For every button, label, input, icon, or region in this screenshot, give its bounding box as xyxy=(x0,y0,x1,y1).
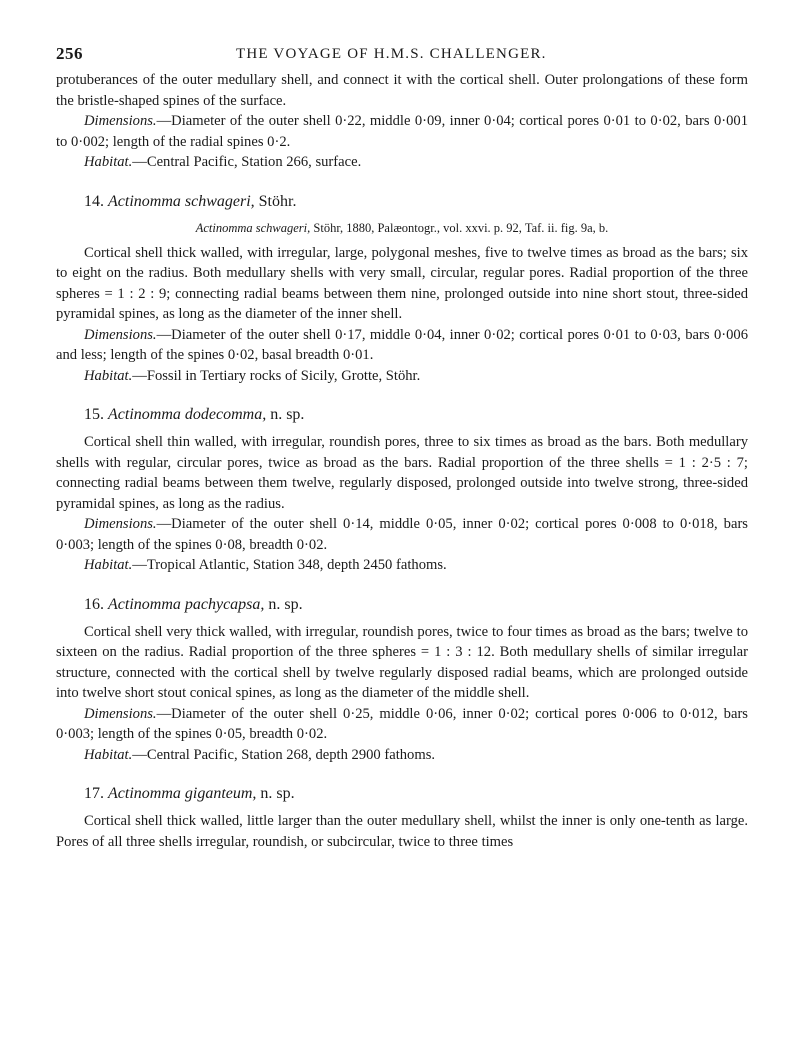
species-heading-16 xyxy=(84,596,748,614)
dimensions-text: —Diameter of the outer shell 0·25, middle 0·06, inner 0·02; cortical pores 0·006 to 0·012, bars 0·003; length of the spines 0·05, breadth 0·02. xyxy=(56,705,748,742)
intro-habitat xyxy=(56,152,748,173)
species-name: Actinomma schwageri, xyxy=(108,192,255,210)
species-dimensions-14 xyxy=(56,325,748,366)
species-description-15: Cortical shell thin walled, with irregular, roundish pores, three to six times as broad as the bars. Both medullary shells with regular, circular pores, twice as broad as the bars. Radial proportion of the three shells = 1 : 2·5 : 7; connecting radial beams between them twelve, regularly disposed, prolonged outside into twelve strong, three-sided pyramidal spines, as long as the radius. xyxy=(56,434,748,512)
continuation-paragraph: protuberances of the outer medullary shell, and connect it with the cortical shell. Outer prolongations of these form the bristle-shaped spines of the surface. xyxy=(56,72,748,109)
species-dimensions-15 xyxy=(56,514,748,555)
page-number: 256 xyxy=(56,44,83,63)
synonym-name: Actinomma schwageri, xyxy=(195,220,311,235)
species-name: Actinomma dodecomma, xyxy=(108,406,267,423)
intro-dimensions xyxy=(56,111,748,152)
species-description-14: Cortical shell thick walled, with irregular, large, polygonal meshes, five to twelve times as broad as the bars; six to eight on the radius. Both medullary shells with very small, circular, regular pores. Radial proportion of the three spheres = 1 : 2 : 9; connecting radial beams between them nine, prolonged outside into nine short stout, three-sided pyramidal spines, as long as the diameter of the inner shell. xyxy=(56,244,748,322)
synonym-citation: Stöhr, 1880, Palæontogr., vol. xxvi. p. 92, Taf. ii. fig. 9a, b. xyxy=(313,220,609,235)
habitat-label: Habitat. xyxy=(84,746,133,763)
species-heading-14 xyxy=(84,193,748,211)
species-habitat-15 xyxy=(56,555,748,576)
species-description-17: Cortical shell thick walled, little larger than the outer medullary shell, whilst the inner is only one-tenth as large. Pores of all three shells irregular, roundish, or subcircular, twice to three times xyxy=(56,813,748,850)
habitat-label: Habitat. xyxy=(84,367,133,384)
dimensions-text: —Diameter of the outer shell 0·22, middle 0·09, inner 0·04; cortical pores 0·01 to 0·02, bars 0·001 to 0·002; length of the radial spines 0·2. xyxy=(56,113,748,150)
habitat-label: Habitat. xyxy=(84,154,133,170)
synonym-reference xyxy=(56,219,748,237)
running-title: THE VOYAGE OF H.M.S. CHALLENGER. xyxy=(236,46,547,62)
species-author: n. sp. xyxy=(268,595,303,613)
dimensions-label: Dimensions. xyxy=(84,705,157,722)
dimensions-label: Dimensions. xyxy=(84,326,157,343)
habitat-text: —Central Pacific, Station 268, depth 2900 fathoms. xyxy=(132,746,436,763)
species-number: 15. xyxy=(84,406,104,423)
dimensions-text: —Diameter of the outer shell 0·17, middle 0·04, inner 0·02; cortical pores 0·01 to 0·03, bars 0·006 and less; length of the spines 0·02, basal breadth 0·01. xyxy=(56,326,748,363)
species-dimensions-16 xyxy=(56,704,748,745)
species-habitat-16 xyxy=(56,745,748,766)
habitat-text: —Fossil in Tertiary rocks of Sicily, Grotte, Stöhr. xyxy=(132,367,421,384)
species-description-16: Cortical shell very thick walled, with irregular, roundish pores, twice to four times as broad as the bars; twelve to sixteen on the radius. Radial proportion of the three spheres = 1 : 3 : 12. Both medullary shells of similar irregular structure, connected with the cortical shell by twelve regularly disposed radial beams, which are prolonged outside into twelve short stout conical spines, as long as the diameter of the middle shell. xyxy=(56,623,748,701)
species-heading-17 xyxy=(84,785,748,803)
species-author: n. sp. xyxy=(260,785,295,802)
dimensions-label: Dimensions. xyxy=(84,113,157,129)
species-number: 16. xyxy=(84,595,104,613)
species-number: 17. xyxy=(84,785,104,802)
dimensions-label: Dimensions. xyxy=(84,516,157,532)
species-name: Actinomma giganteum, xyxy=(108,785,257,802)
habitat-text: —Central Pacific, Station 266, surface. xyxy=(132,154,362,170)
habitat-label: Habitat. xyxy=(84,557,133,573)
dimensions-text: —Diameter of the outer shell 0·14, middle 0·05, inner 0·02; cortical pores 0·008 to 0·018, bars 0·003; length of the spines 0·08, breadth 0·02. xyxy=(56,516,748,553)
running-head xyxy=(56,40,748,70)
species-habitat-14 xyxy=(56,366,748,387)
species-author: n. sp. xyxy=(270,406,305,423)
species-heading-15 xyxy=(84,406,748,424)
species-number: 14. xyxy=(84,192,104,210)
species-name: Actinomma pachycapsa, xyxy=(108,595,265,613)
habitat-text: —Tropical Atlantic, Station 348, depth 2450 fathoms. xyxy=(132,557,447,573)
page xyxy=(56,40,748,852)
species-author: Stöhr. xyxy=(258,192,297,210)
